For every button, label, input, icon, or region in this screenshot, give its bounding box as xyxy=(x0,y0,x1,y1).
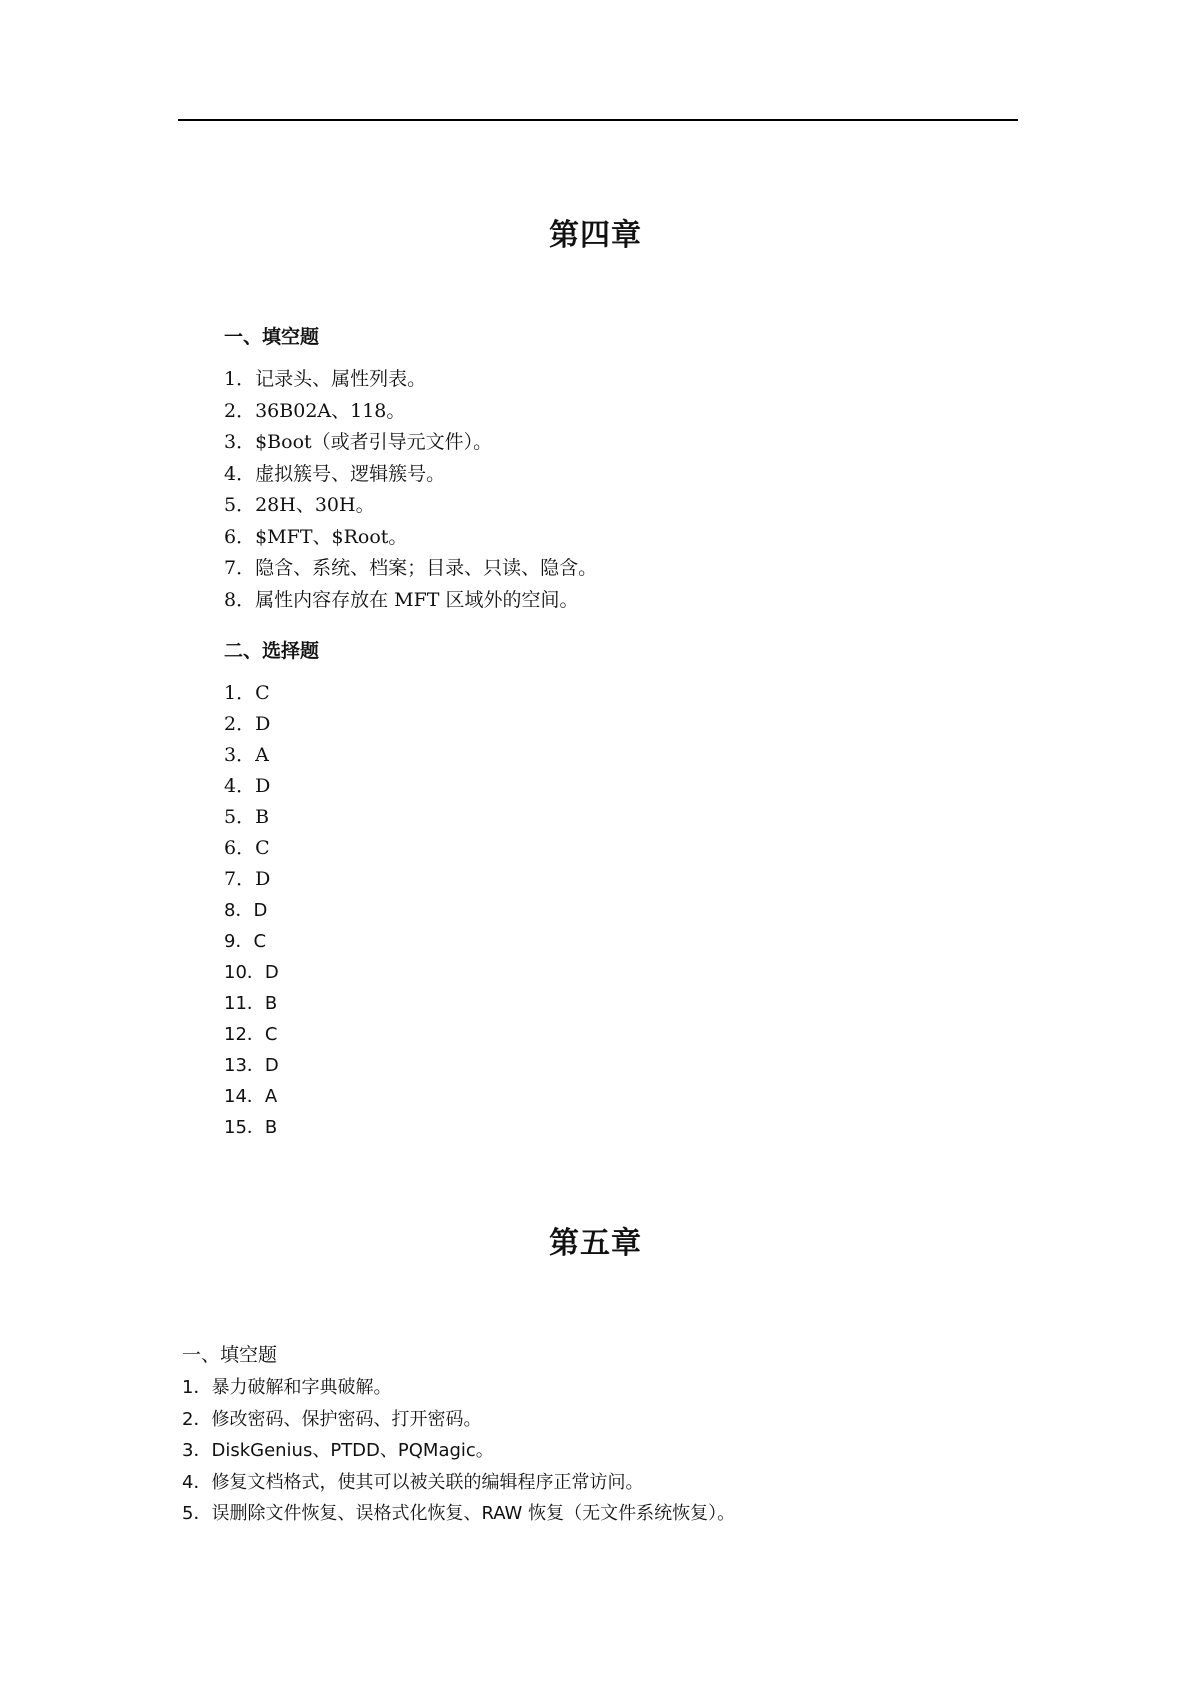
list-item: 4．虚拟簇号、逻辑簇号。 xyxy=(224,462,446,485)
list-item: 10．D xyxy=(224,962,279,983)
list-item: 6．$MFT、$Root。 xyxy=(224,525,408,548)
list-item: 7．隐含、系统、档案；目录、只读、隐含。 xyxy=(224,557,598,579)
list-item: 11．B xyxy=(224,993,278,1014)
list-item: 1．C xyxy=(224,682,270,704)
chapter-5-title: 第五章 xyxy=(549,1226,642,1261)
list-item: 14．A xyxy=(224,1086,278,1107)
list-item: 5．B xyxy=(224,806,270,828)
list-item: 12．C xyxy=(224,1024,278,1045)
chapter-4-title: 第四章 xyxy=(549,218,642,253)
list-item: 3．$Boot（或者引导元文件）。 xyxy=(224,431,493,453)
ch4-fill-list xyxy=(224,364,597,616)
ch5-fill-list xyxy=(182,1372,735,1530)
list-item: 8．属性内容存放在 MFT 区域外的空间。 xyxy=(224,588,579,611)
list-item: 3．DiskGenius、PTDD、PQMagic。 xyxy=(182,1440,494,1461)
list-item: 9．C xyxy=(224,931,267,952)
list-item: 2．36B02A、118。 xyxy=(224,399,406,422)
list-item: 8．D xyxy=(224,900,268,921)
ch4-choice-heading: 二、选择题 xyxy=(224,640,320,662)
list-item: 2．D xyxy=(224,713,271,735)
list-item: 1．记录头、属性列表。 xyxy=(224,368,427,390)
list-item: 5．28H、30H。 xyxy=(224,494,375,516)
list-item: 6．C xyxy=(224,837,270,859)
ch5-fill-heading: 一、填空题 xyxy=(182,1344,278,1366)
header-rule xyxy=(178,119,1018,121)
list-item: 3．A xyxy=(224,744,269,766)
list-item: 4．D xyxy=(224,775,271,797)
list-item: 7．D xyxy=(224,868,271,890)
list-item: 4．修复文档格式，使其可以被关联的编辑程序正常访问。 xyxy=(182,1471,644,1493)
list-item: 2．修改密码、保护密码、打开密码。 xyxy=(182,1408,482,1430)
list-item: 1．暴力破解和字典破解。 xyxy=(182,1377,392,1398)
list-item: 15．B xyxy=(224,1117,278,1138)
list-item: 5．误删除文件恢复、误格式化恢复、RAW 恢复（无文件系统恢复）。 xyxy=(182,1503,736,1524)
ch4-choice-list xyxy=(224,678,279,1143)
ch4-fill-heading: 一、填空题 xyxy=(224,326,320,348)
list-item: 13．D xyxy=(224,1055,279,1076)
